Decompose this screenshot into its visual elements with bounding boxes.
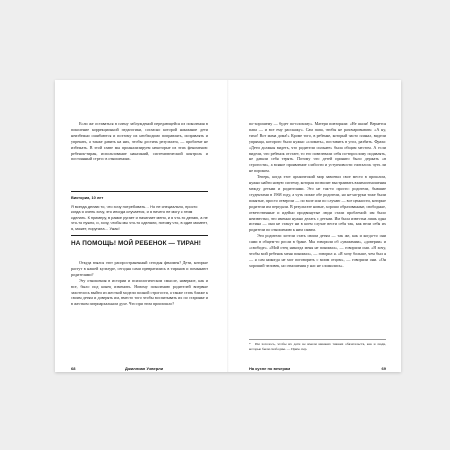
section-heading: НА ПОМОЩЬ! МОЙ РЕБЕНОК — ТИРАН! <box>71 240 202 247</box>
right-paragraph-3: Эти родители хотели стать своим детям — так же, как и когда-то они сами в общем-то росли в браке. Мы говорили об «уважении», «доверии» и «свободе». «Мой отец никогда меня не понимал», — говорили они. «Я хочу, чтобы мой ребенок меня понимал», — говорил я. «Я хочу больше, чем был я — я сам никогда не мог поговорить с моим отцом», — говорили они. «Он хороший человек, но отношения у нас не сложились». <box>249 233 386 268</box>
left-paragraph-1: Если же оставаться в плену заблуждений передающейся из поколения в поколение коррекционной педагогики, согласно которой наказание дети неизбежно ошибаются и поэтому их необходимо поправлять, исправлять и упрекать, а также давить на них, чтобы достичь результата, — проблеме не избежать. В этой главе мы проанализируем некоторые из этих феноменов: ребенок-тиран, использование наказаний, систематический контроль и постоянный стресс в отношениях. <box>71 121 208 162</box>
footnote <box>249 339 386 351</box>
left-body-text-1 <box>71 121 208 162</box>
left-paragraph-2: Откуда взялся этот распространенный сегодня феномен? Дети, которые растут в нашей культуре, сегодня сами превратились в тиранов и помыкают родителями? <box>71 260 208 277</box>
right-paragraph-2: Теперь, когда этот архаический мир завоевал свое место в прошлом, нужно найти новую систему, которая позволит выстраивать взаимоотношения между детьми и родителями. Это не так-то просто: родители, бывшие студентами в 1968 году, а чуть позже обе родители, но не-на-руки тоже были понятые, просто отвергли — по воле или по случаю — все ценности, которые родители им передали. В результате новые, хорошо образованные, свободные, ответственные и идейно продвинутые люди стали проблемой: им было неизвестно, что именно нужно делать с детьми. Им была известна лишь одна истина — они не станут ни в коем случае вести себя так, как вели себя их родители по отношению к ним самим. <box>249 174 386 233</box>
right-page <box>229 80 401 372</box>
quote-author: Викториа, 10 лет <box>71 195 104 200</box>
right-running-head: На кухне по вечерам <box>249 366 291 371</box>
left-body-text-2 <box>71 260 208 307</box>
quote-text: Я всегда делаю то, что хочу потребовать… Но не специально, просто когда я очень хочу, это иногда случается, и я ничего не могу с этим сделать. К примеру, в рамке ругает и начинает меня, и я что-то делаю, а не что-то нужно, и, хочу, чтобы мы что-то сделали, потому что, в один момент, я, может, поругала… Ужас! <box>71 203 208 231</box>
left-page-number: 68 <box>71 366 76 371</box>
right-paragraph-1: по-хорошему — будет по-плохому». Матери повторяли: «Не шали! Вернется папа — и все ему расскажу». Сам папа, чтобы не разочаровывать: «А ну, тихо! Вот мама дома!» Кроме того, в ребенке, который часто плакал, видели упрямца, которого было нужно «сломать», поставить в угол, разбить. Фраза: «Дети должны видеть, что родители сильнее» была общим местом. А если видели, что ребенок отстает, то его повелевали себя по-взрослому подавлять, не давали себя терять. Потому что детей принято было держать «в строгости», а всякое проявление слабости и уступчивости считалось чуть ли не пороком. <box>249 121 386 174</box>
footnote-text: Им хотелось, чтобы их дети не имели никаких тяжких обязательств, как и люди, которые были свободны. — Прим. пер. <box>249 342 386 351</box>
right-body-text <box>249 121 386 269</box>
footnote-mark: * <box>249 342 251 346</box>
quote-box <box>71 191 208 236</box>
left-paragraph-3: Эту отношения в истории и психологическом смысле, наверное, как и все, было под конец изменить. Новому поколению родителей впервые захотелось выйти из жесткой модели полной строгости, а также стать ближе к своим детям и доверять им, вместо того чтобы воспитывать их по старинке и в жестком патриархальном духе. Что при этом произошло? <box>71 277 208 307</box>
left-page <box>55 80 227 372</box>
left-running-head: Джиллиан Уэверли <box>125 366 164 371</box>
book-spread <box>55 80 401 372</box>
right-page-number: 69 <box>381 366 386 371</box>
